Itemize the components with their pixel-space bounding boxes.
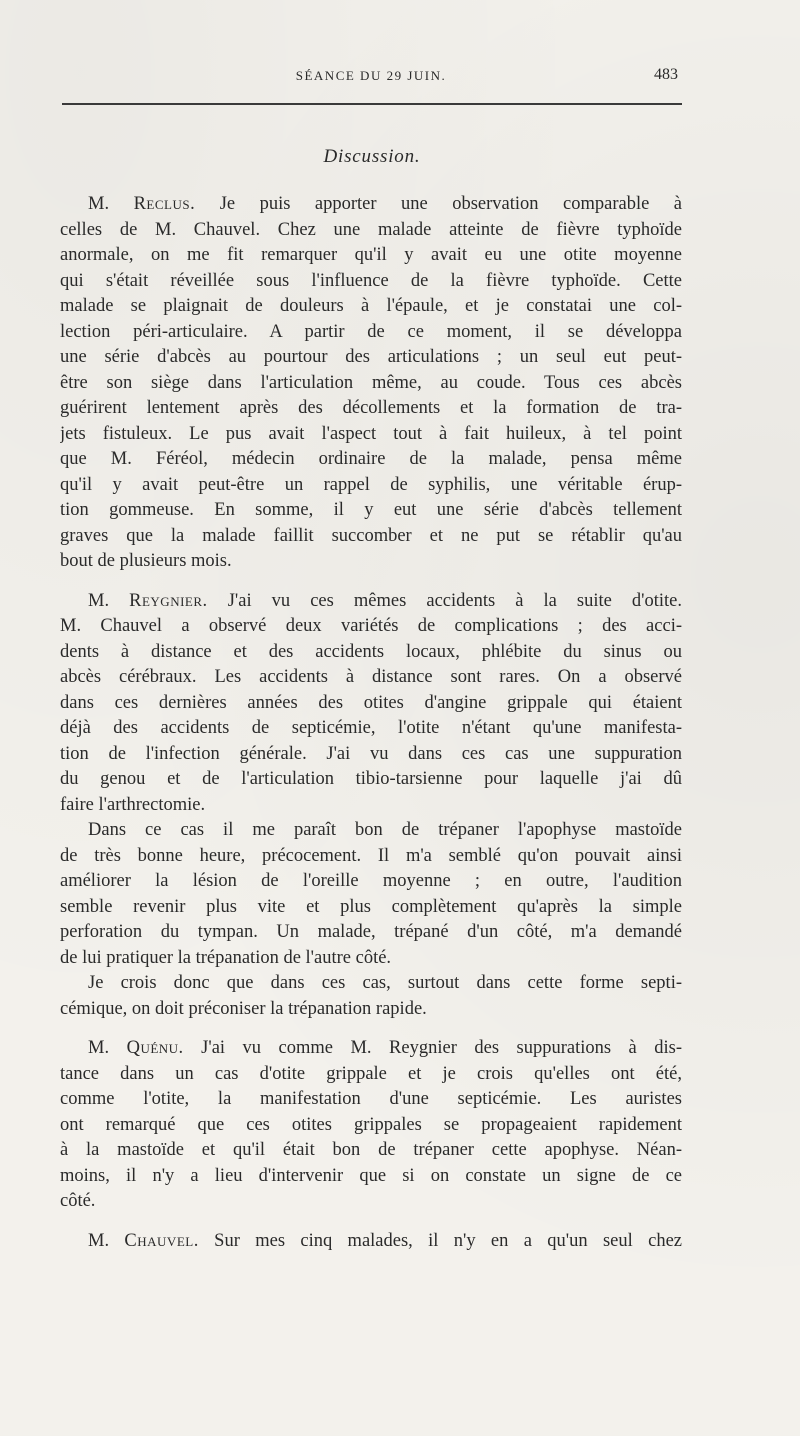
text-line: moins, il n'y a lieu d'intervenir que si on constate un signe de ce (60, 1165, 682, 1186)
text-line: semble revenir plus vite et plus complètement qu'après la simple (60, 896, 682, 917)
text-line: tance dans un cas d'otite grippale et je crois qu'elles ont été, (60, 1063, 682, 1084)
line-text: Sur mes cinq malades, il n'y en a qu'un seul chez (214, 1230, 682, 1251)
line-text: J'ai vu ces mêmes accidents à la suite d'otite. (227, 590, 682, 611)
text-line (60, 589, 682, 615)
paragraph-reclus (60, 192, 682, 575)
text-line: une série d'abcès au pourtour des articulations ; un seul eut peut- (60, 347, 682, 367)
running-head: SÉANCE DU 29 JUIN. (295, 68, 447, 83)
text-line (60, 1229, 682, 1255)
text-line: malade se plaignait de douleurs à l'épaule, et je constatai une col- (60, 296, 682, 316)
paragraph-reygnier (60, 589, 682, 819)
text-line: dans ces dernières années des otites d'angine grippale qui étaient (60, 692, 682, 713)
text-line: guérirent lentement après des décollements et la formation de tra- (60, 398, 682, 418)
text-line: cémique, on doit préconiser la trépanation rapide. (60, 998, 427, 1019)
paragraph-trepanation (60, 818, 682, 971)
text-line: qui s'était réveillée sous l'influence de la fièvre typhoïde. Cette (60, 270, 682, 291)
text-line: jets fistuleux. Le pus avait l'aspect tout à fait huileux, à tel point (60, 423, 682, 444)
text-line: dents à distance et des accidents locaux, phlébite du sinus ou (60, 641, 682, 662)
text-line: Je crois donc que dans ces cas, surtout dans cette forme septi- (88, 973, 682, 993)
body-text (60, 192, 682, 1268)
text-line: du genou et de l'articulation tibio-tarsienne pour laquelle j'ai dû (60, 769, 682, 789)
line-text: J'ai vu comme M. Reygnier des suppurations à dis- (201, 1038, 682, 1058)
text-line: celles de M. Chauvel. Chez une malade atteinte de fièvre typhoïde (60, 219, 682, 240)
text-line: déjà des accidents de septicémie, l'otite n'étant qu'une manifesta- (60, 718, 682, 738)
speaker-name: Reygnier. (129, 590, 208, 611)
text-line: côté. (60, 1191, 96, 1211)
speaker-prefix: M. (88, 1038, 110, 1058)
text-line (60, 192, 682, 218)
text-line: M. Chauvel a observé deux variétés de complications ; des acci- (60, 616, 682, 636)
speaker-name: Quénu. (126, 1038, 184, 1058)
text-line: à la mastoïde et qu'il était bon de trépaner cette apophyse. Néan- (60, 1140, 682, 1160)
text-line: être son siège dans l'articulation même, au coude. Tous ces abcès (60, 372, 682, 393)
text-line (60, 1036, 682, 1062)
text-line: perforation du tympan. Un malade, trépané d'un côté, m'a demandé (60, 922, 682, 942)
speaker-prefix: M. (88, 194, 110, 214)
text-line: graves que la malade faillit succomber et ne put se rétablir qu'au (60, 525, 682, 546)
text-line: anormale, on me fit remarquer qu'il y avait eu une otite moyenne (60, 245, 682, 265)
speaker-prefix: M. (88, 590, 110, 611)
text-line: comme l'otite, la manifestation d'une septicémie. Les auristes (60, 1089, 682, 1109)
speaker-name: Chauvel. (124, 1230, 199, 1251)
text-line: améliorer la lésion de l'oreille moyenne ; en outre, l'audition (60, 871, 682, 891)
text-line: tion de l'infection générale. J'ai vu dans ces cas une suppuration (60, 743, 682, 764)
text-line: bout de plusieurs mois. (60, 551, 232, 571)
text-line: de lui pratiquer la trépanation de l'autre côté. (60, 947, 392, 968)
speaker-prefix: M. (88, 1230, 110, 1251)
text-line: abcès cérébraux. Les accidents à distance sont rares. On a observé (60, 667, 682, 687)
paragraph-chauvel (60, 1229, 682, 1255)
text-line: de très bonne heure, précocement. Il m'a semblé qu'on pouvait ainsi (60, 845, 682, 866)
page-number: 483 (654, 66, 678, 83)
text-line: ont remarqué que ces otites grippales se propageaient rapidement (60, 1114, 682, 1135)
text-line: qu'il y avait peut-être un rappel de syphilis, une véritable érup- (60, 474, 682, 495)
text-line: tion gommeuse. En somme, il y eut une série d'abcès tellement (60, 500, 682, 520)
header-rule (62, 103, 682, 105)
text-line: lection péri-articulaire. A partir de ce moment, il se développa (60, 321, 682, 342)
text-line: faire l'arthrectomie. (60, 794, 206, 815)
section-title: Discussion. (323, 146, 421, 167)
paragraph-conclusion (60, 971, 682, 1022)
line-text: Je puis apporter une observation comparable à (219, 194, 682, 214)
text-line: Dans ce cas il me paraît bon de trépaner l'apophyse mastoïde (88, 820, 682, 840)
page-header (62, 64, 680, 90)
text-line: que M. Féréol, médecin ordinaire de la malade, pensa même (60, 449, 682, 469)
speaker-name: Reclus. (133, 194, 196, 214)
paragraph-quenu (60, 1036, 682, 1215)
